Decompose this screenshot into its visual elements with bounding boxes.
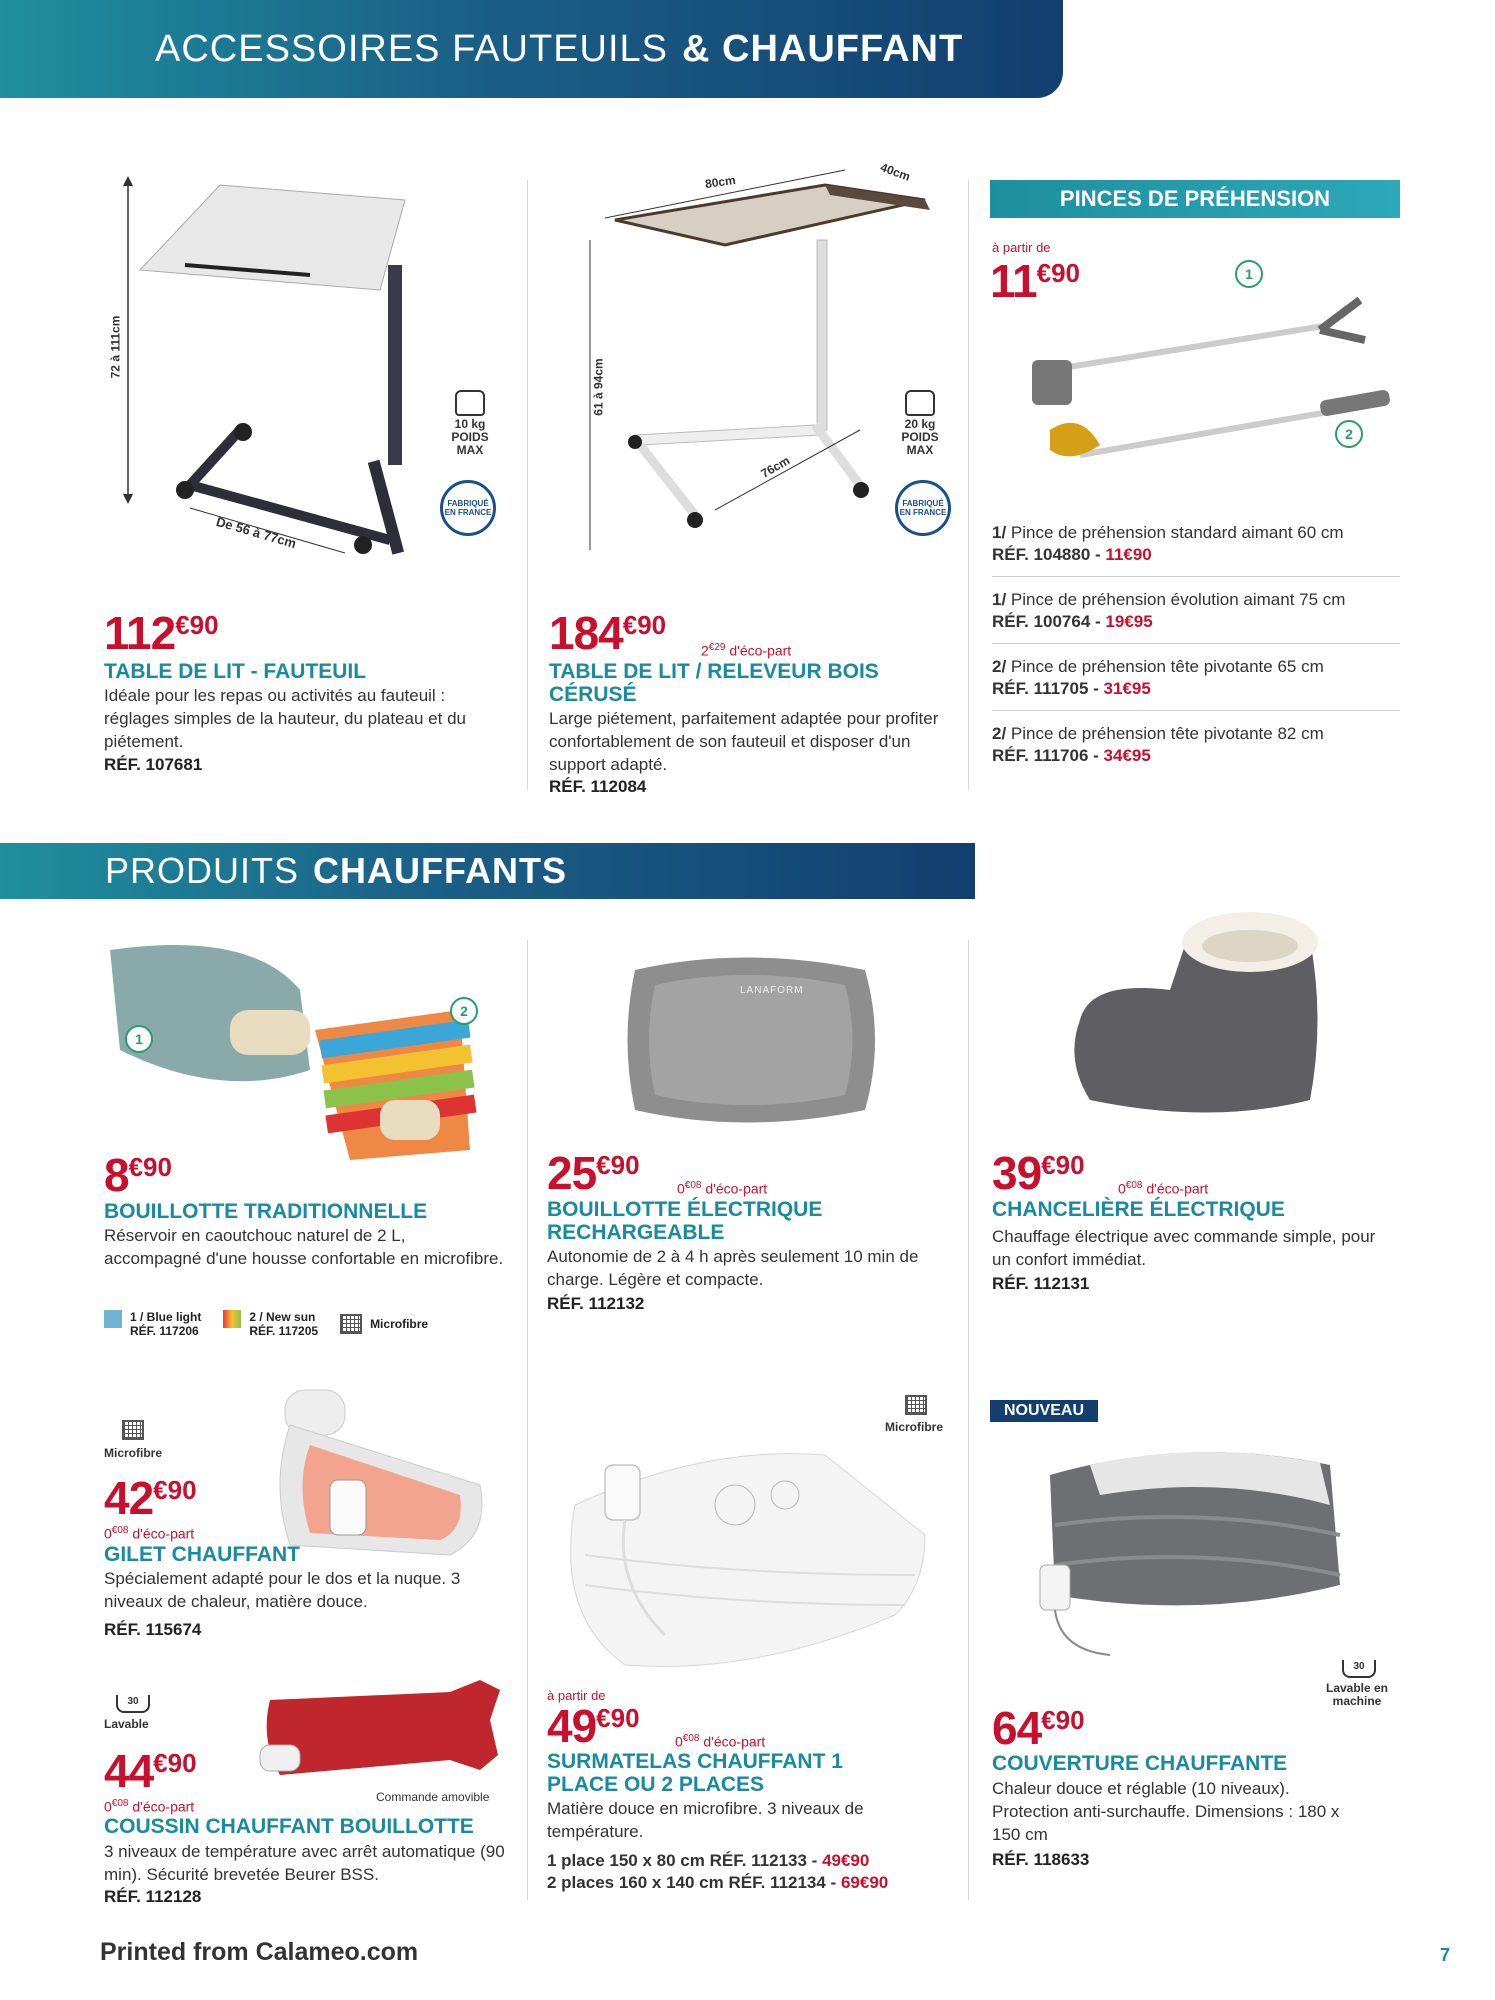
brand-label: LANAFORM [740,985,804,996]
variants [104,1310,524,1338]
swatch-rainbow [223,1310,241,1328]
page-number: 7 [1440,1945,1451,1965]
variant-blue-light: 1 / Blue light RÉF. 117206 [104,1310,201,1338]
material-microfibre [905,1395,927,1415]
price: $112^{€90}$ [104,607,219,659]
product-chanceliere [990,910,1400,1310]
product-pinces [990,180,1400,780]
price: $25^{€90}$ [547,1147,640,1199]
section-title-light: PRODUITS [105,850,300,891]
bouillotte-electrique-image [625,950,885,1130]
divider [968,940,969,1900]
product-surmatelas [545,1395,965,1915]
marker-2: 2 [1335,420,1363,448]
product-desc: Autonomie de 2 à 4 h après seulement 10 min de charge. Légère et compacte. [547,1247,919,1289]
marker-1: 1 [1235,260,1263,288]
product-ref: RÉF. 118633 [992,1850,1090,1869]
pinces-heading: PINCES DE PRÉHENSION [990,180,1400,218]
microfibre-icon [122,1420,144,1440]
marker-2: 2 [450,997,478,1025]
printed-from: Printed from Calameo.com [100,1938,419,1966]
size-line-2: 2 places 160 x 140 cm RÉF. 112134 - 69€90 [547,1873,889,1892]
pinces-list [992,522,1400,789]
dim-height-label: 61 à 94cm [591,358,606,416]
product-desc: Chaleur douce et réglable (10 niveaux). Protection anti-surchauffe. Dimensions : 180 x 150 cm [992,1779,1340,1844]
product-couverture [990,1400,1400,1880]
fabrique-en-france-badge: FABRIQUÉ EN FRANCE [895,480,951,536]
dim-base-label: 76cm [758,453,793,481]
product-title: BOUILLOTTE ÉLECTRIQUE RECHARGEABLE [547,1198,823,1244]
header-title-light: ACCESSOIRES FAUTEUILS [155,27,669,70]
product-table-fauteuil [100,170,520,800]
eco-part: $0^{€08}$ d'éco-part [675,1733,766,1750]
product-title: COUSSIN CHAUFFANT BOUILLOTTE [104,1815,474,1838]
product-ref: RÉF. 112132 [547,1294,645,1313]
product-desc: Chauffage électrique avec commande simple, pour un confort immédiat. [992,1227,1376,1269]
header-title-bold: & CHAUFFANT [682,27,964,70]
section-banner-chauffants [0,843,975,899]
material-label: Microfibre [104,1446,163,1460]
product-desc: Matière douce en microfibre. 3 niveaux de température. [547,1799,864,1841]
microfibre-icon [340,1314,362,1334]
price: $44^{€90}$ [104,1745,197,1797]
product-title: COUVERTURE CHAUFFANTE [992,1752,1288,1775]
washing-icon: 30 [116,1695,150,1713]
size-line-1: 1 place 150 x 80 cm RÉF. 112133 - 49€90 [547,1851,870,1870]
product-desc: 3 niveaux de température avec arrêt automatique (90 min). Sécurité brevetée Beurer BSS. [104,1842,505,1884]
material-microfibre: Microfibre [340,1310,428,1338]
marker-1: 1 [125,1025,153,1053]
product-title: CHANCELIÈRE ÉLECTRIQUE [992,1198,1285,1221]
dim-height-label: 72 à 111cm [108,315,123,379]
price: $49^{€90}$ [547,1700,640,1752]
header-banner [0,0,1063,98]
product-bouillotte [100,930,520,1350]
product-ref: RÉF. 112128 [104,1887,202,1906]
product-desc: Large piétement, parfaitement adaptée pour profiter confortablement de son fauteuil et disposer d'un support adapté. [549,709,939,774]
note-commande: Commande amovible [376,1790,490,1804]
fabrique-en-france-badge: FABRIQUÉ EN FRANCE [440,480,496,536]
eco-part: $0^{€08}$ d'éco-part [104,1798,195,1815]
surmatelas-image [555,1435,945,1675]
chanceliere-image [1060,910,1330,1130]
product-ref: RÉF. 112084 [549,777,647,796]
price: $184^{€90}$ [549,607,667,659]
product-title: SURMATELAS CHAUFFANT 1 PLACE OU 2 PLACES [547,1750,843,1796]
pinces-list-item: 1/ Pince de préhension standard aimant 60 cm RÉF. 104880 - 11€90 [992,522,1400,577]
bouillotte-image [100,930,520,1160]
product-coussin [100,1680,520,1910]
section-title-bold: CHAUFFANTS [313,850,567,891]
price: $42^{€90}$ [104,1472,197,1524]
material-microfibre [122,1420,144,1444]
wash-label: Lavable [104,1717,149,1731]
price: $11^{€90}$ [990,255,1081,307]
microfibre-icon [905,1395,927,1415]
price: $64^{€90}$ [992,1702,1085,1754]
size-list [547,1850,957,1894]
washing-icon: 30 [1342,1660,1376,1678]
material-label: Microfibre [885,1420,944,1434]
nouveau-badge: NOUVEAU [990,1400,1098,1422]
price: $8^{€90}$ [104,1149,172,1201]
product-desc: Idéale pour les repas ou activités au fauteuil : réglages simples de la hauteur, du plateau et du piétement. [104,686,466,751]
product-ref: RÉF. 107681 [104,755,203,774]
pinces-list-item: 2/ Pince de préhension tête pivotante 82 cm RÉF. 111706 - 34€95 [992,724,1324,765]
product-desc: Spécialement adapté pour le dos et la nuque. 3 niveaux de chaleur, matière douce. [104,1569,461,1611]
price: $39^{€90}$ [992,1147,1085,1199]
swatch-blue [104,1310,122,1328]
divider [968,180,969,790]
weight-icon [905,390,935,416]
product-bouillotte-electrique [545,930,965,1330]
eco-part: $2^{€29}$ d'éco-part [701,642,792,659]
eco-part: $0^{€08}$ d'éco-part [677,1180,768,1197]
poids-max: 10 kg POIDS MAX [440,390,500,457]
divider [527,180,528,790]
eco-part: $0^{€08}$ d'éco-part [104,1525,195,1542]
divider [527,940,528,1900]
coussin-image [250,1680,510,1790]
dim-top-label: 80cm [704,172,737,192]
pinces-list-item: 2/ Pince de préhension tête pivotante 65 cm RÉF. 111705 - 31€95 [992,656,1400,711]
pinces-list-item: 1/ Pince de préhension évolution aimant 75 cm RÉF. 100764 - 19€95 [992,589,1400,644]
product-title: BOUILLOTTE TRADITIONNELLE [104,1200,428,1223]
dim-side-label: 40cm [878,160,913,184]
product-title: GILET CHAUFFANT [104,1543,300,1566]
product-desc: Réservoir en caoutchouc naturel de 2 L, accompagné d'une housse confortable en microfibre. [104,1226,504,1268]
gilet-image [270,1385,520,1565]
from-label: à partir de [992,240,1051,255]
product-ref: RÉF. 115674 [104,1620,202,1639]
product-title: TABLE DE LIT - FAUTEUIL [104,660,367,683]
from-label: à partir de [547,1688,606,1703]
couverture-image [1030,1435,1360,1665]
poids-max: 20 kg POIDS MAX [890,390,950,457]
wash-label: Lavable en machine [1325,1681,1389,1708]
product-gilet [100,1385,520,1655]
product-title: TABLE DE LIT / RELEVEUR BOIS CÉRUSÉ [549,660,879,706]
product-table-releveur [545,160,965,800]
variant-new-sun: 2 / New sun RÉF. 117205 [223,1310,318,1338]
dim-width-label: De 56 à 77cm [214,513,298,552]
eco-part: $0^{€08}$ d'éco-part [1118,1180,1209,1197]
product-ref: RÉF. 112131 [992,1274,1090,1293]
weight-icon [455,390,485,416]
